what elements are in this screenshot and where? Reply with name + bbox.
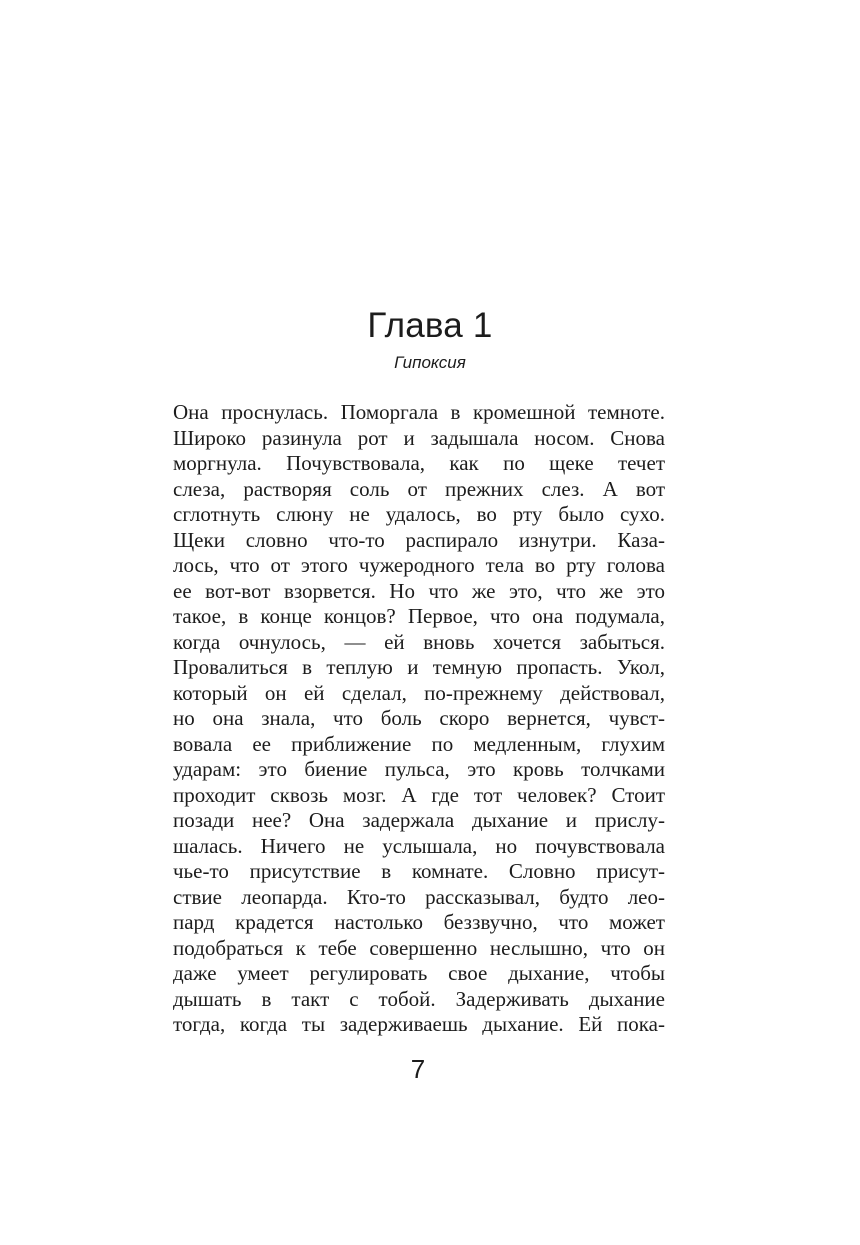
text-line: ствие леопарда. Кто-то рассказывал, будто лео- xyxy=(173,884,665,909)
text-line: даже умеет регулировать свое дыхание, чтобы xyxy=(173,961,665,985)
text-line: Щеки словно что-то распирало изнутри. Каза- xyxy=(173,527,665,552)
body-text xyxy=(173,400,665,1038)
text-line: ее вот-вот взорвется. Но что же это, что же это xyxy=(173,578,665,603)
text-line: моргнула. Почувствовала, как по щеке течет xyxy=(173,451,665,475)
text-line: Провалиться в теплую и темную пропасть. Укол, xyxy=(173,655,665,679)
text-line: такое, в конце концов? Первое, что она подумала, xyxy=(173,604,665,628)
text-line: сглотнуть слюну не удалось, во рту было сухо. xyxy=(173,502,665,526)
text-line: Широко разинула рот и задышала носом. Снова xyxy=(173,425,665,450)
text-line: проходит сквозь мозг. А где тот человек? Стоит xyxy=(173,782,665,807)
text-line: слеза, растворяя соль от прежних слез. А вот xyxy=(173,476,665,501)
text-line: пард крадется настолько беззвучно, что может xyxy=(173,910,665,934)
chapter-subtitle: Гипоксия xyxy=(394,353,466,372)
text-line: Она проснулась. Поморгала в кромешной темноте. xyxy=(173,400,665,424)
text-line: когда очнулось, — ей вновь хочется забыться. xyxy=(173,629,665,654)
text-line: чье-то присутствие в комнате. Словно присут- xyxy=(173,859,665,883)
text-line: лось, что от этого чужеродного тела во рту голова xyxy=(173,553,665,577)
text-line: дышать в такт с тобой. Задерживать дыхание xyxy=(173,986,665,1011)
page-number: 7 xyxy=(410,1054,426,1084)
text-line: но она знала, что боль скоро вернется, чувст- xyxy=(173,706,665,730)
text-line: вовала ее приближение по медленным, глухим xyxy=(173,731,665,756)
text-line: который он ей сделал, по-прежнему действовал, xyxy=(173,680,665,705)
text-line: шалась. Ничего не услышала, но почувствовала xyxy=(173,833,665,858)
text-line: ударам: это биение пульса, это кровь толчками xyxy=(173,757,665,781)
text-line: позади нее? Она задержала дыхание и прислу- xyxy=(173,808,665,832)
text-line: подобраться к тебе совершенно неслышно, что он xyxy=(173,935,665,960)
text-line: тогда, когда ты задерживаешь дыхание. Ей пока- xyxy=(173,1012,665,1036)
chapter-title: Глава 1 xyxy=(367,306,493,345)
